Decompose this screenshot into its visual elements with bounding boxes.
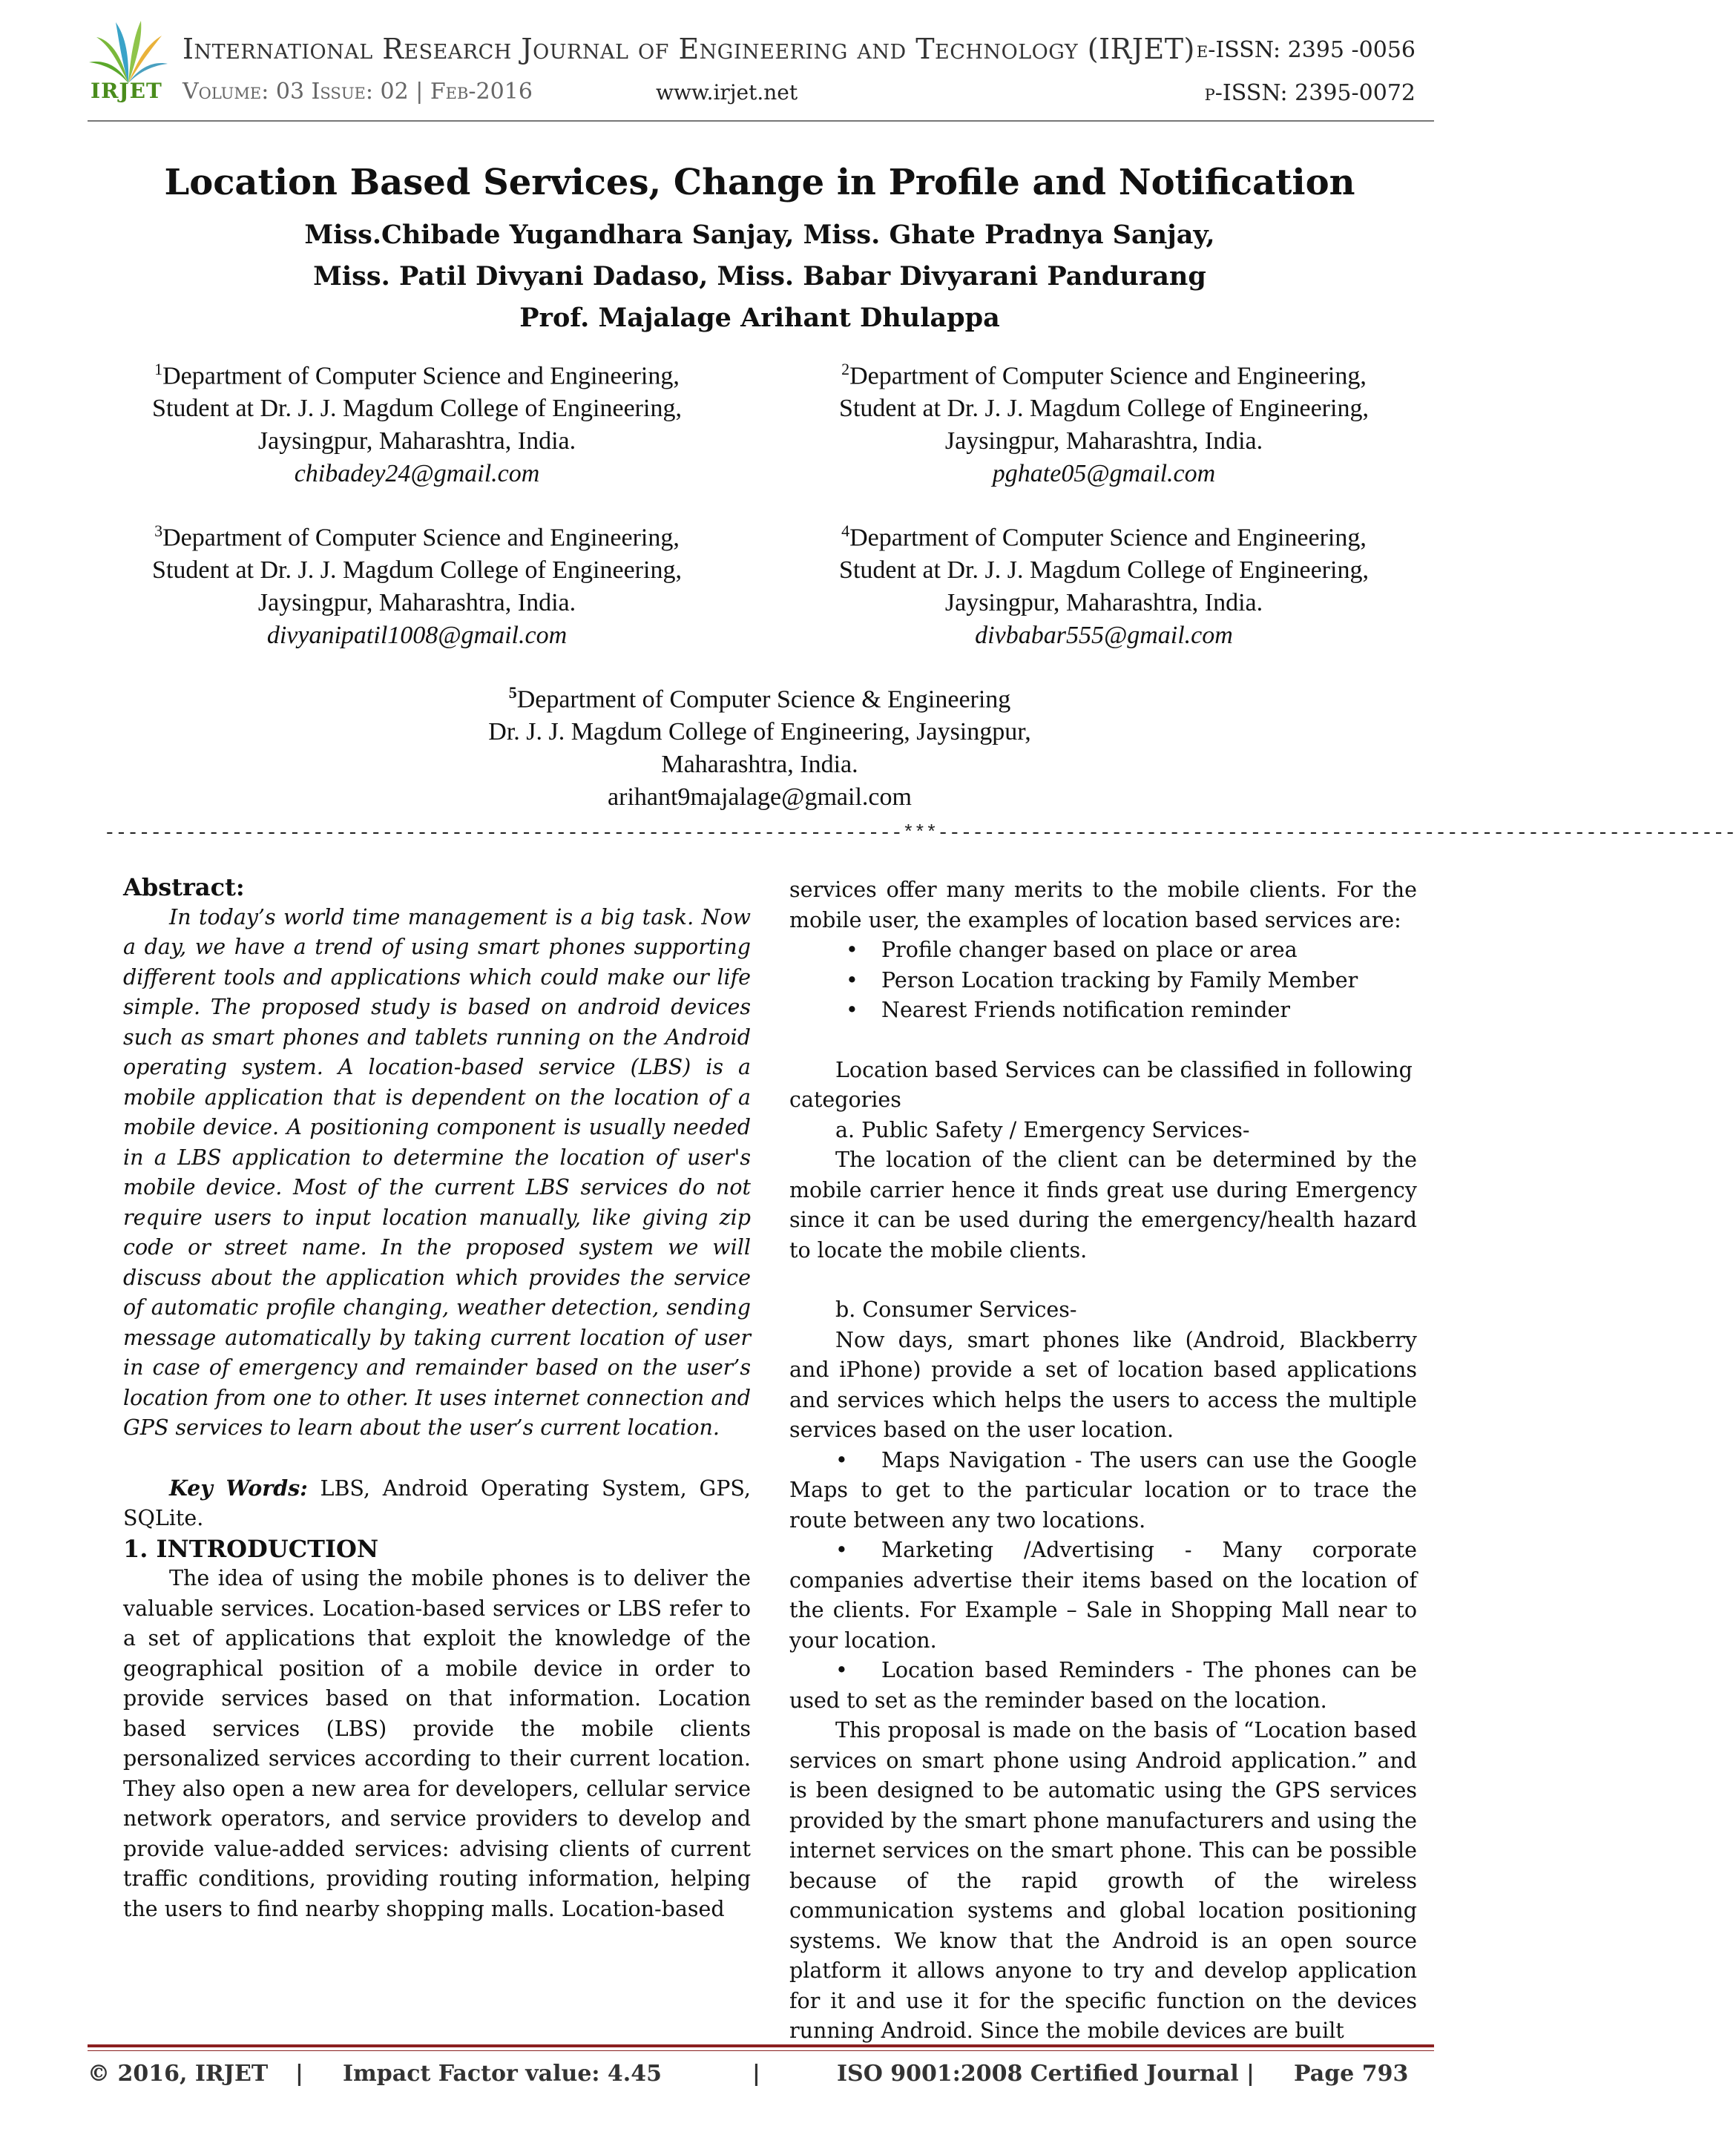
services-intro-paragraph: services offer many merits to the mobile clients. For the mobile user, the examples of location based services are: [789,878,1417,932]
abstract-heading: Abstract: [123,873,245,901]
affiliation-college: Dr. J. J. Magdum College of Engineering, Jaysingpur, [488,718,1031,746]
journal-logo [88,16,169,102]
affiliation-college: Student at Dr. J. J. Magdum College of Engineering, [152,556,682,585]
affiliation-2 [770,353,1438,490]
affiliation-location: Jaysingpur, Maharashtra, India. [257,427,576,455]
footer-page-number: Page 793 [1294,2061,1409,2087]
keywords-label: Key Words: [169,1475,308,1501]
author-line-2: Miss. Patil Divyani Dadaso, Miss. Babar Divyarani Pandurang [313,261,1206,292]
category-a-heading: a. Public Safety / Emergency Services- [835,1117,1250,1142]
categories-paragraph: Location based Services can be classified in following categories [789,1057,1413,1112]
affiliation-5 [315,677,1205,814]
affiliation-college: Student at Dr. J. J. Magdum College of Engineering, [152,395,682,423]
section-separator: ---------------------------------------------------------------------***--------------------------------------------------------------------- [104,822,1736,844]
list-item-text: Marketing /Advertising - Many corporate companies advertise their items based on the location of the clients. For Example – Sale in Shopping Mall near to your location. [789,1538,1417,1653]
header-divider [88,120,1434,122]
affiliation-dept: Department of Computer Science and Engineering, [162,524,680,552]
paper-title: Location Based Services, Change in Profile and Notification [164,162,1355,203]
affiliation-email[interactable]: divyanipatil1008@gmail.com [266,622,568,650]
footer-iso: ISO 9001:2008 Certified Journal [837,2061,1239,2087]
author-line-1: Miss.Chibade Yugandhara Sanjay, Miss. Ghate Pradnya Sanjay, [304,220,1215,250]
affiliation-number: 2 [841,360,850,378]
right-column [789,875,1417,2047]
author-line-3: Prof. Majalage Arihant Dhulappa [519,303,1000,333]
pissn: p-ISSN: 2395-0072 [1204,80,1416,106]
footer-rule-thin [88,2050,1434,2051]
list-item: • Profile changer based on place or area [789,935,1417,966]
affiliation-email[interactable]: pghate05@gmail.com [992,460,1216,488]
affiliation-dept: Department of Computer Science and Engineering, [849,362,1367,390]
affiliation-college: Student at Dr. J. J. Magdum College of Engineering, [839,556,1369,585]
eissn: e-ISSN: 2395 -0056 [1196,37,1416,63]
affiliation-college: Student at Dr. J. J. Magdum College of Engineering, [839,395,1369,423]
category-b-text: Now days, smart phones like (Android, Blackberry and iPhone) provide a set of location based applications and services which helps the users to access the multiple services based on the user location. [789,1327,1417,1442]
affiliation-location: Jaysingpur, Maharashtra, India. [944,427,1263,455]
volume-issue: Volume: 03 Issue: 02 | Feb-2016 [183,79,533,105]
affiliation-dept: Department of Computer Science and Engineering, [849,524,1367,552]
list-item: • Marketing /Advertising - Many corporate companies advertise their items based on the location of the clients. For Example – Sale in Shopping Mall near to your location. [789,1538,1417,1653]
list-item: • Location based Reminders - The phones can be used to set as the reminder based on the location. [789,1658,1417,1713]
affiliation-1 [83,353,751,490]
footer-copyright: © 2016, IRJET [88,2061,269,2087]
affiliation-dept: Department of Computer Science and Engineering, [162,362,680,390]
affiliation-email[interactable]: divbabar555@gmail.com [975,622,1233,650]
list-item-text: Location based Reminders - The phones can be used to set as the reminder based on the location. [789,1658,1417,1713]
category-a-text: The location of the client can be determined by the mobile carrier hence it finds great use during Emergency since it can be used during the emergency/health hazard to locate the mobile clients. [789,1148,1417,1263]
list-item-text: Maps Navigation - The users can use the Google Maps to get to the particular location or to trace the route between any two locations. [789,1447,1417,1533]
abstract-text: In today’s world time management is a big task. Now a day, we have a trend of using smart phones supporting different tools and applications which could make our life simple. The proposed study is based on android devices such as smart phones and tablets running on the Android operating system. A location-based service (LBS) is a mobile application that is dependent on the location of a mobile device. A positioning component is usually needed in a LBS application to determine the location of user's mobile device. Most of the current LBS services do not require users to input location manually, like giving zip code or street name. In the proposed system we will discuss about the application which provides the service of automatic profile changing, weather detection, sending message automatically by taking current location of user in case of emergency and remainder based on the user’s location from one to other. It uses internet connection and GPS services to learn about the user’s current location. [123,904,751,1440]
list-item: • Person Location tracking by Family Member [789,966,1417,996]
affiliation-location: Jaysingpur, Maharashtra, India. [944,589,1263,617]
keywords-text: LBS, Android Operating System, GPS, SQLite. [123,1475,751,1530]
affiliation-number: 4 [841,521,850,540]
logo-text: IRJET [91,79,162,103]
affiliation-number: 1 [154,360,163,378]
affiliation-3 [83,515,751,652]
footer-divider: | [295,2061,303,2087]
affiliation-email[interactable]: chibadey24@gmail.com [294,460,540,488]
footer-divider: | [1246,2061,1255,2087]
affiliation-location: Maharashtra, India. [661,751,858,779]
list-item: • Maps Navigation - The users can use the Google Maps to get to the particular location or to trace the route between any two locations. [789,1447,1417,1533]
affiliation-number: 3 [154,521,163,540]
list-item: • Nearest Friends notification reminder [789,995,1417,1026]
intro-heading: 1. INTRODUCTION [123,1534,379,1563]
examples-list [789,935,1417,1026]
left-column [123,872,751,1924]
leaf-logo-icon [88,16,169,87]
proposal-paragraph: This proposal is made on the basis of “Location based services on smart phone using Android application.” and is been designed to be automatic using the GPS services provided by the smart phone manufacturers and using the internet services on the smart phone. This can be possible because of the rapid growth of the wireless communication systems and global location positioning systems. We know that the Android is an open source platform it allows anyone to try and develop application for it and use it for the specific function on the devices running Android. Since the mobile devices are built [789,1718,1417,2043]
affiliation-location: Jaysingpur, Maharashtra, India. [257,589,576,617]
intro-paragraph: The idea of using the mobile phones is to deliver the valuable services. Location-based services or LBS refer to a set of applications that exploit the knowledge of the geographical position of a mobile device in order to provide services based on that information. Location based services (LBS) provide the mobile clients personalized services according to their current location. They also open a new area for developers, cellular service network operators, and service providers to develop and provide value-added services: advising clients of current traffic conditions, providing routing information, helping the users to find nearby shopping malls. Location-based [123,1566,751,1921]
footer-impact-factor: Impact Factor value: 4.45 [343,2061,662,2087]
journal-title: International Research Journal of Engineering and Technology (IRJET) [183,33,1195,65]
affiliation-email[interactable]: arihant9majalage@gmail.com [608,783,912,812]
affiliation-number: 5 [508,683,517,702]
journal-website[interactable]: www.irjet.net [656,80,798,105]
affiliation-dept: Department of Computer Science & Engineering [516,685,1011,714]
footer-rule [88,2044,1434,2047]
footer-divider: | [752,2061,760,2087]
keywords [123,1473,751,1534]
affiliation-4 [770,515,1438,652]
category-b-heading: b. Consumer Services- [835,1297,1077,1322]
